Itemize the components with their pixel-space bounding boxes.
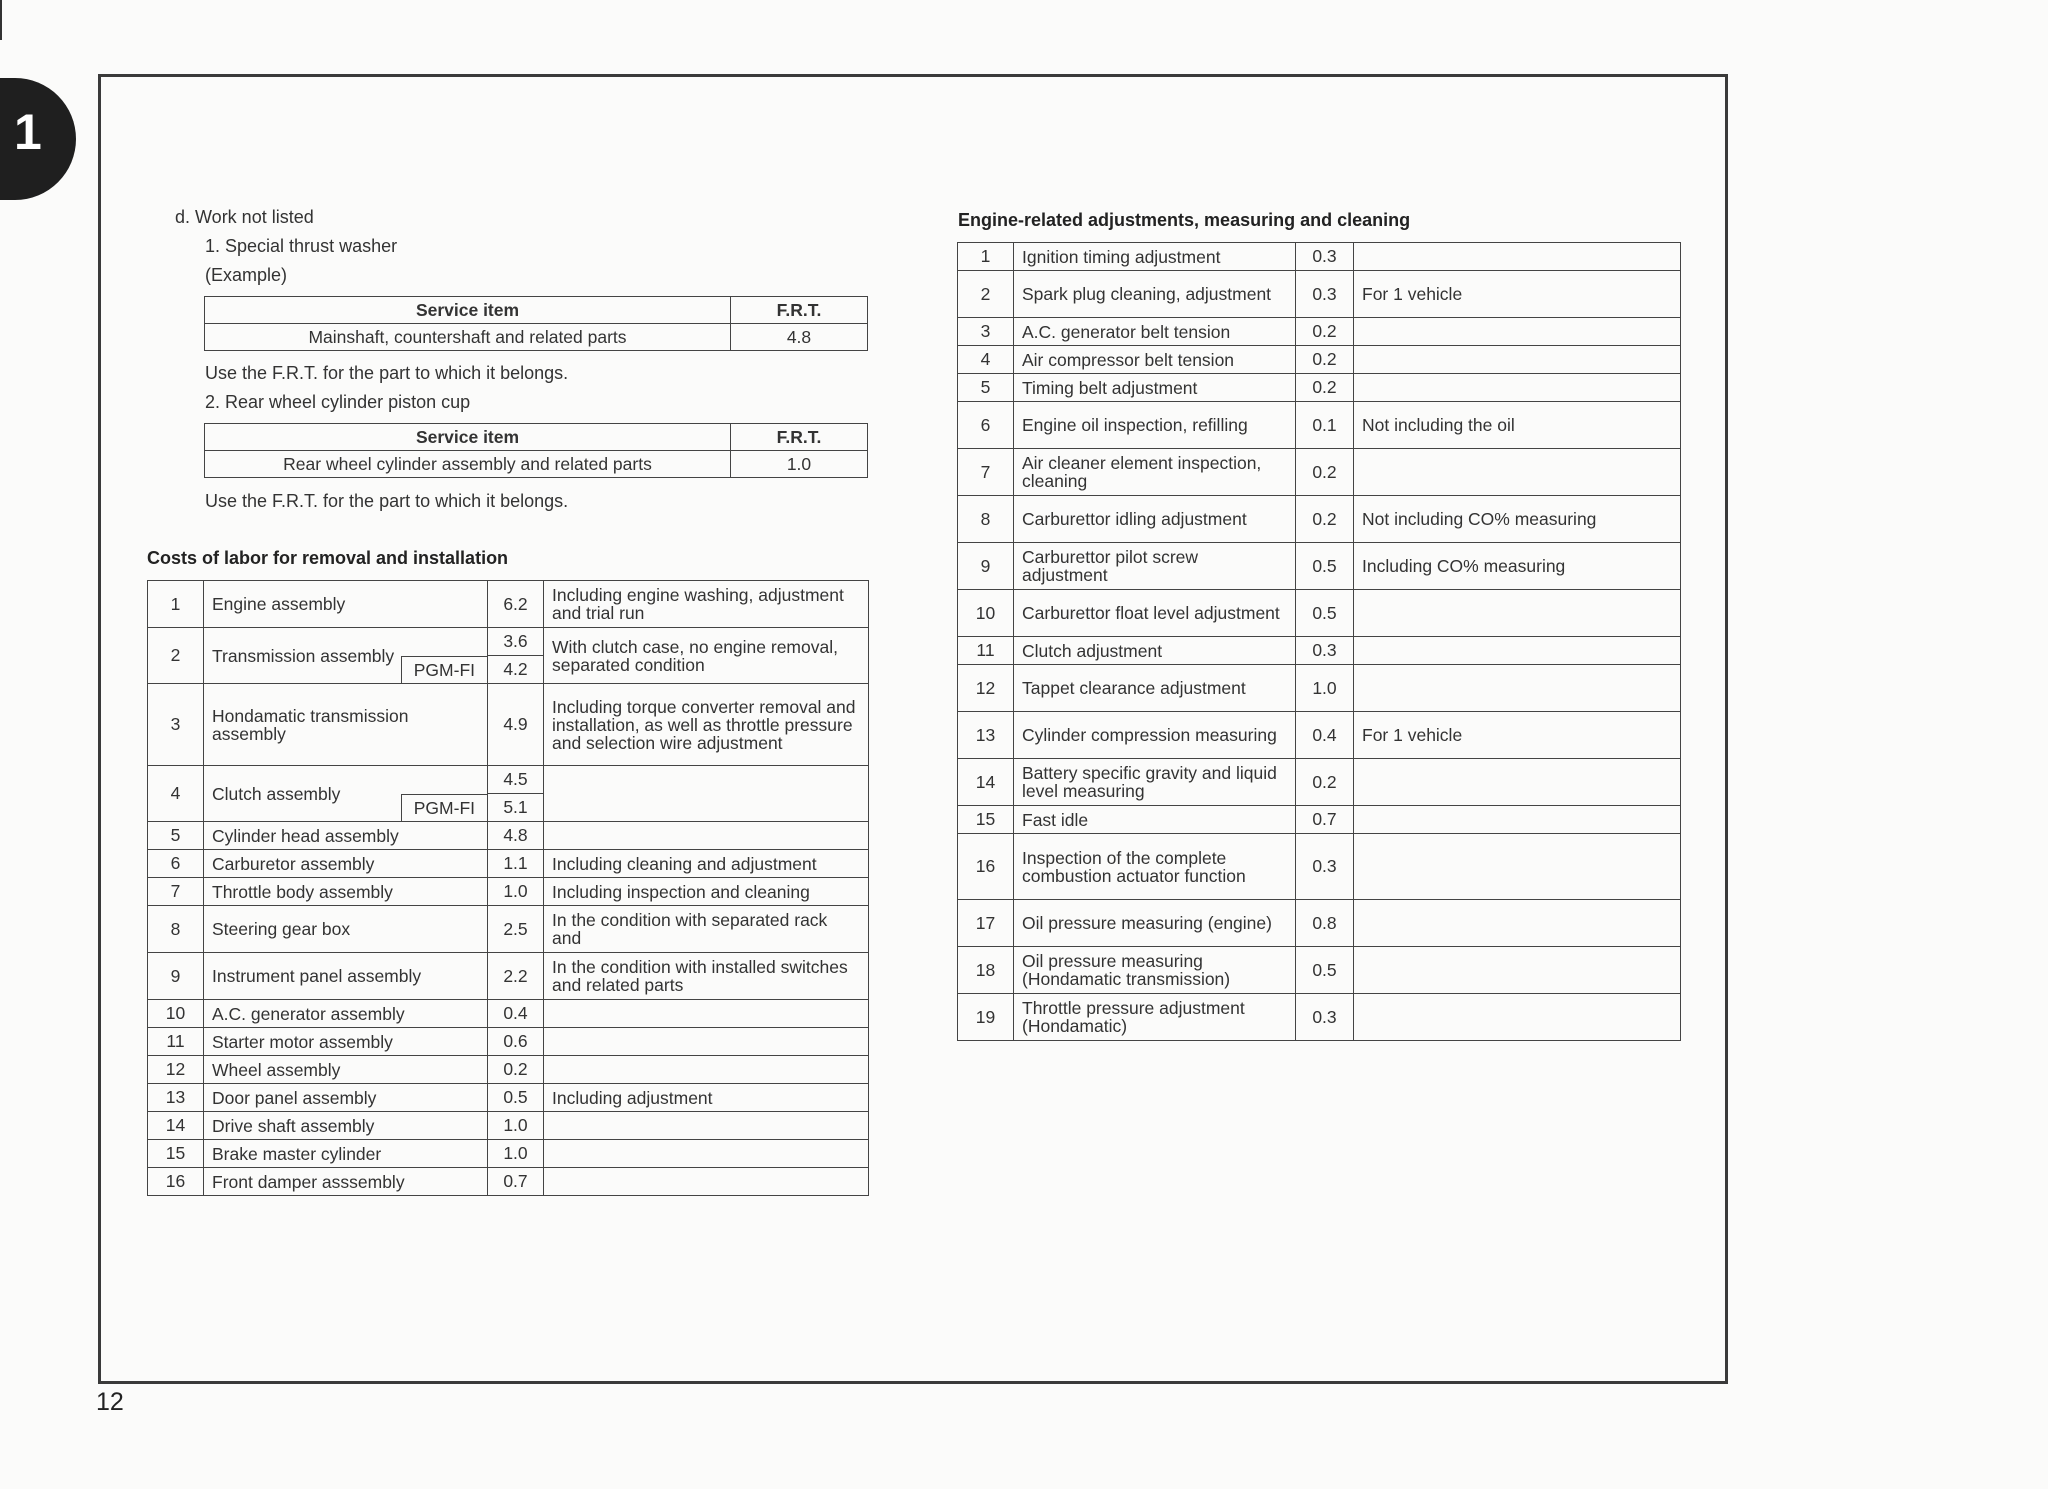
row-frt: 0.5	[488, 1084, 544, 1112]
row-frt: 1.0	[488, 1112, 544, 1140]
row-item: Carburettor idling adjustment	[1014, 496, 1296, 543]
example-1-service: Mainshaft, countershaft and related parts	[205, 324, 731, 351]
table-row	[148, 906, 869, 953]
row-item: Timing belt adjustment	[1014, 374, 1296, 402]
row-number: 8	[148, 906, 204, 953]
row-item: Engine assembly	[204, 581, 488, 628]
row-number: 12	[958, 665, 1014, 712]
row-remark	[1354, 346, 1681, 374]
row-frt: 0.3	[1296, 834, 1354, 900]
table-row	[148, 1112, 869, 1140]
table-row	[958, 496, 1681, 543]
row-number: 6	[958, 402, 1014, 449]
table-row	[148, 850, 869, 878]
example-1-frt: 4.8	[731, 324, 868, 351]
table-row	[958, 271, 1681, 318]
chapter-tab-number: 1	[14, 104, 42, 160]
row-frt: 0.2	[1296, 759, 1354, 806]
row-frt: 0.6	[488, 1028, 544, 1056]
row-item: Carburettor pilot screw adjustment	[1014, 543, 1296, 590]
row-number: 7	[958, 449, 1014, 496]
row-frt: 0.8	[1296, 900, 1354, 947]
row-frt: 1.0	[488, 1140, 544, 1168]
row-number: 8	[958, 496, 1014, 543]
row-item: Clutch assembly PGM-FI	[204, 766, 488, 822]
example-2-frt: 1.0	[731, 451, 868, 478]
row-item: Battery specific gravity and liquid level measuring	[1014, 759, 1296, 806]
row-frt: 0.2	[1296, 374, 1354, 402]
table-row	[148, 1140, 869, 1168]
row-number: 10	[148, 1000, 204, 1028]
row-number: 19	[958, 994, 1014, 1041]
row-remark: In the condition with installed switches and related parts	[544, 953, 869, 1000]
row-remark	[544, 1056, 869, 1084]
row-remark	[544, 1140, 869, 1168]
row-remark: In the condition with separated rack and	[544, 906, 869, 953]
row-remark	[1354, 637, 1681, 665]
row-frt: 1.1	[488, 850, 544, 878]
row-remark: Including engine washing, adjustment and trial run	[544, 581, 869, 628]
row-number: 4	[958, 346, 1014, 374]
row-remark	[1354, 374, 1681, 402]
row-remark	[544, 1168, 869, 1196]
row-remark: Including inspection and cleaning	[544, 878, 869, 906]
row-item: Drive shaft assembly	[204, 1112, 488, 1140]
row-remark: Not including CO% measuring	[1354, 496, 1681, 543]
row-frt: 6.2	[488, 581, 544, 628]
row-sub-label: PGM-FI	[401, 794, 487, 821]
row-number: 11	[958, 637, 1014, 665]
table-row	[958, 759, 1681, 806]
row-item: Door panel assembly	[204, 1084, 488, 1112]
row-frt: 0.2	[1296, 346, 1354, 374]
table-row	[148, 822, 869, 850]
row-remark: Including cleaning and adjustment	[544, 850, 869, 878]
table-row	[958, 665, 1681, 712]
row-number: 15	[958, 806, 1014, 834]
row-number: 10	[958, 590, 1014, 637]
row-number: 5	[958, 374, 1014, 402]
row-frt: 4.9	[488, 684, 544, 766]
table-row	[148, 878, 869, 906]
table-row	[148, 1168, 869, 1196]
row-remark: For 1 vehicle	[1354, 271, 1681, 318]
row-frt: 2.5	[488, 906, 544, 953]
row-frt: 0.2	[1296, 318, 1354, 346]
row-number: 9	[958, 543, 1014, 590]
row-item: Cylinder compression measuring	[1014, 712, 1296, 759]
row-remark	[1354, 318, 1681, 346]
row-item: Front damper asssembly	[204, 1168, 488, 1196]
example-table-2	[204, 423, 868, 478]
row-item: Air cleaner element inspection, cleaning	[1014, 449, 1296, 496]
row-item: Ignition timing adjustment	[1014, 243, 1296, 271]
row-number: 17	[958, 900, 1014, 947]
row-frt: 4.8	[488, 822, 544, 850]
row-frt: 0.3	[1296, 271, 1354, 318]
removal-installation-table	[147, 580, 869, 1196]
row-remark	[1354, 243, 1681, 271]
row-sub-label: PGM-FI	[401, 656, 487, 683]
row-number: 5	[148, 822, 204, 850]
row-sub-frt: 4.2	[488, 656, 544, 684]
row-frt: 0.1	[1296, 402, 1354, 449]
table-row	[148, 628, 869, 656]
row-number: 3	[148, 684, 204, 766]
header-frt: F.R.T.	[731, 297, 868, 324]
table-row	[958, 806, 1681, 834]
row-frt: 0.3	[1296, 243, 1354, 271]
table-row	[958, 900, 1681, 947]
row-remark: Including CO% measuring	[1354, 543, 1681, 590]
row-item: Brake master cylinder	[204, 1140, 488, 1168]
row-item: Oil pressure measuring (Hondamatic transmission)	[1014, 947, 1296, 994]
table-row	[958, 318, 1681, 346]
row-remark	[1354, 449, 1681, 496]
row-number: 18	[958, 947, 1014, 994]
table-row	[148, 1028, 869, 1056]
table-row	[148, 766, 869, 794]
row-remark: With clutch case, no engine removal, separated condition	[544, 628, 869, 684]
row-frt: 0.2	[1296, 449, 1354, 496]
row-sub-frt: 5.1	[488, 794, 544, 822]
row-frt: 0.5	[1296, 590, 1354, 637]
row-remark: Including adjustment	[544, 1084, 869, 1112]
row-number: 15	[148, 1140, 204, 1168]
row-item: Carburettor float level adjustment	[1014, 590, 1296, 637]
row-remark: Not including the oil	[1354, 402, 1681, 449]
row-remark	[1354, 665, 1681, 712]
table-row	[148, 684, 869, 766]
table-row	[958, 543, 1681, 590]
row-item: Instrument panel assembly	[204, 953, 488, 1000]
row-item: Wheel assembly	[204, 1056, 488, 1084]
table-row	[958, 712, 1681, 759]
table-row	[148, 1084, 869, 1112]
row-frt: 3.6	[488, 628, 544, 656]
row-frt: 4.5	[488, 766, 544, 794]
row-item: A.C. generator belt tension	[1014, 318, 1296, 346]
row-item: A.C. generator assembly	[204, 1000, 488, 1028]
header-frt: F.R.T.	[731, 424, 868, 451]
row-remark	[1354, 590, 1681, 637]
row-frt: 0.7	[488, 1168, 544, 1196]
table-row	[958, 637, 1681, 665]
row-item: Clutch adjustment	[1014, 637, 1296, 665]
row-number: 12	[148, 1056, 204, 1084]
row-remark	[1354, 947, 1681, 994]
example-2-service: Rear wheel cylinder assembly and related parts	[205, 451, 731, 478]
row-frt: 0.2	[488, 1056, 544, 1084]
row-frt: 0.4	[1296, 712, 1354, 759]
row-remark	[544, 1028, 869, 1056]
row-remark: For 1 vehicle	[1354, 712, 1681, 759]
row-frt: 0.5	[1296, 543, 1354, 590]
row-item: Throttle body assembly	[204, 878, 488, 906]
table-row	[958, 449, 1681, 496]
page-number: 12	[96, 1388, 124, 1416]
row-frt: 0.5	[1296, 947, 1354, 994]
row-item: Throttle pressure adjustment (Hondamatic)	[1014, 994, 1296, 1041]
row-number: 1	[958, 243, 1014, 271]
example-note-1: Use the F.R.T. for the part to which it belongs.	[205, 363, 569, 383]
row-number: 13	[958, 712, 1014, 759]
row-item: Steering gear box	[204, 906, 488, 953]
table-row	[148, 581, 869, 628]
row-item: Engine oil inspection, refilling	[1014, 402, 1296, 449]
row-remark	[544, 1000, 869, 1028]
example-item-2: 2. Rear wheel cylinder piston cup	[205, 392, 471, 412]
row-number: 2	[148, 628, 204, 684]
row-frt: 0.3	[1296, 994, 1354, 1041]
table-row	[148, 953, 869, 1000]
row-item: Air compressor belt tension	[1014, 346, 1296, 374]
row-frt: 1.0	[488, 878, 544, 906]
engine-adjustments-title: Engine-related adjustments, measuring and cleaning	[958, 210, 1411, 230]
example-table-1	[204, 296, 868, 351]
table-row	[148, 1000, 869, 1028]
row-remark	[544, 1112, 869, 1140]
row-number: 16	[148, 1168, 204, 1196]
row-item: Transmission assembly PGM-FI	[204, 628, 488, 684]
header-service-item: Service item	[205, 424, 731, 451]
row-remark	[1354, 806, 1681, 834]
row-frt: 0.2	[1296, 496, 1354, 543]
row-number: 11	[148, 1028, 204, 1056]
table-row	[958, 834, 1681, 900]
row-remark	[1354, 834, 1681, 900]
row-item: Tappet clearance adjustment	[1014, 665, 1296, 712]
removal-installation-title: Costs of labor for removal and installation	[147, 548, 509, 568]
row-item: Starter motor assembly	[204, 1028, 488, 1056]
example-note-2: Use the F.R.T. for the part to which it belongs.	[205, 491, 569, 511]
row-number: 16	[958, 834, 1014, 900]
row-number: 4	[148, 766, 204, 822]
work-not-listed-heading: d. Work not listed	[175, 207, 314, 227]
corner-tick	[0, 0, 2, 40]
row-remark: Including torque converter removal and installation, as well as throttle pressure and selection wire adjustment	[544, 684, 869, 766]
row-remark	[544, 822, 869, 850]
row-number: 2	[958, 271, 1014, 318]
table-row	[958, 374, 1681, 402]
row-number: 7	[148, 878, 204, 906]
table-row	[958, 243, 1681, 271]
row-item: Spark plug cleaning, adjustment	[1014, 271, 1296, 318]
row-number: 13	[148, 1084, 204, 1112]
table-row	[958, 402, 1681, 449]
row-number: 9	[148, 953, 204, 1000]
row-number: 6	[148, 850, 204, 878]
row-remark	[1354, 759, 1681, 806]
row-frt: 0.4	[488, 1000, 544, 1028]
table-row	[958, 994, 1681, 1041]
table-row	[958, 590, 1681, 637]
row-remark	[1354, 994, 1681, 1041]
row-number: 1	[148, 581, 204, 628]
row-frt: 1.0	[1296, 665, 1354, 712]
row-item: Hondamatic transmission assembly	[204, 684, 488, 766]
row-item: Carburetor assembly	[204, 850, 488, 878]
row-item: Inspection of the complete combustion actuator function	[1014, 834, 1296, 900]
row-number: 14	[148, 1112, 204, 1140]
row-number: 14	[958, 759, 1014, 806]
header-service-item: Service item	[205, 297, 731, 324]
table-row	[958, 947, 1681, 994]
example-label: (Example)	[205, 265, 288, 285]
row-frt: 2.2	[488, 953, 544, 1000]
row-frt: 0.7	[1296, 806, 1354, 834]
row-item: Oil pressure measuring (engine)	[1014, 900, 1296, 947]
row-remark	[544, 766, 869, 822]
table-row	[148, 1056, 869, 1084]
row-item: Cylinder head assembly	[204, 822, 488, 850]
row-frt: 0.3	[1296, 637, 1354, 665]
row-remark	[1354, 900, 1681, 947]
row-number: 3	[958, 318, 1014, 346]
example-item-1: 1. Special thrust washer	[205, 236, 398, 256]
row-item: Fast idle	[1014, 806, 1296, 834]
table-row	[958, 346, 1681, 374]
engine-adjustments-table	[957, 242, 1681, 1041]
